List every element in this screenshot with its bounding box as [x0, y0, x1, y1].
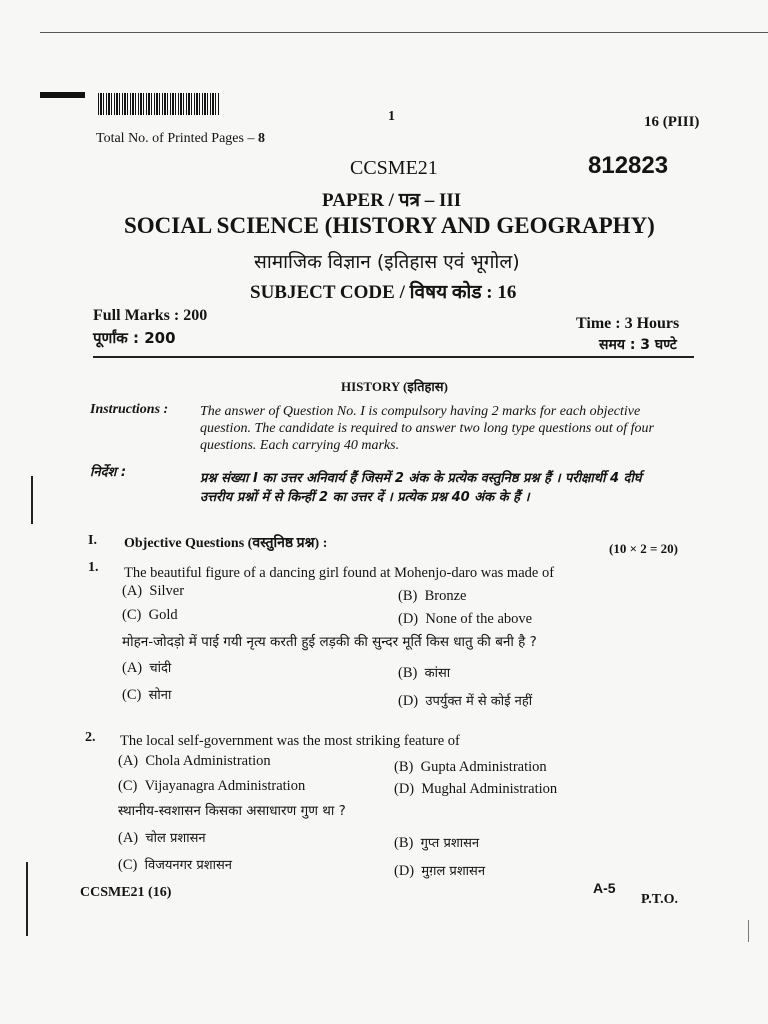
time-hi: समय : 3 घण्टे: [599, 337, 677, 353]
option-d: [394, 781, 557, 798]
option-label: (C): [122, 687, 142, 703]
margin-mark: [31, 476, 33, 524]
option-label: (D): [398, 693, 419, 709]
full-marks-en: Full Marks : 200: [93, 307, 208, 324]
total-pages: [96, 131, 265, 147]
option-text: चांदी: [149, 661, 172, 676]
option-label: (D): [394, 863, 415, 879]
section-title: HISTORY (इतिहास): [341, 379, 448, 394]
subject-code: SUBJECT CODE / विषय कोड : 16: [250, 282, 517, 303]
option-text: कांसा: [424, 666, 451, 681]
serial-number: 812823: [588, 152, 669, 179]
option-b-hindi: [394, 833, 479, 852]
option-label: (D): [394, 781, 415, 797]
option-a: [122, 583, 184, 600]
total-pages-label: Total No. of Printed Pages –: [96, 131, 255, 146]
page-number: 1: [388, 109, 395, 124]
question-text-hindi: मोहन-जोदड़ो में पाई गयी नृत्य करती हुई लड़की की सुन्दर मूर्ति किस धातु की बनी है ?: [122, 634, 537, 650]
question-number: 2.: [85, 730, 96, 745]
option-label: (C): [118, 857, 138, 873]
header-divider: [93, 356, 694, 358]
option-text: Chola Administration: [145, 753, 271, 769]
option-c-hindi: [118, 855, 232, 874]
option-text: मुग़ल प्रशासन: [421, 864, 486, 879]
option-text: Vijayanagra Administration: [144, 778, 306, 794]
option-c: [118, 778, 305, 795]
option-a-hindi: [122, 658, 171, 677]
subject-hindi: सामाजिक विज्ञान (इतिहास एवं भूगोल): [254, 251, 520, 273]
option-text: Gupta Administration: [420, 759, 547, 775]
part-marks: (10 × 2 = 20): [609, 541, 678, 556]
question-number: 1.: [88, 560, 99, 575]
option-text: Gold: [148, 607, 178, 623]
option-label: (B): [394, 835, 414, 851]
option-label: (B): [394, 759, 414, 775]
option-label: (A): [118, 830, 139, 846]
option-d-hindi: [394, 861, 485, 880]
option-label: (A): [122, 660, 143, 676]
course-code: CCSME21: [350, 157, 438, 179]
question-text-hindi: स्थानीय-स्वशासन किसका असाधारण गुण था ?: [118, 803, 346, 819]
nirdesh-text: प्रश्न संख्या I का उत्तर अनिवार्य हैं जिसमें 2 अंक के प्रत्येक वस्तुनिष्ठ प्रश्न हैं । परीक्षार्थी 4 दीर्घ उत्तरीय प्रश्नों में से किन्हीं 2 का उत्तर दें । प्रत्येक प्रश्न 40 अंक के हैं ।: [200, 471, 642, 505]
time-en: Time : 3 Hours: [576, 315, 680, 332]
footer-set: A-5: [593, 880, 616, 896]
option-a-hindi: [118, 828, 206, 847]
option-label: (C): [118, 778, 138, 794]
top-rule: [40, 32, 768, 33]
part-number: I.: [88, 533, 97, 548]
option-b: [398, 588, 466, 605]
option-b-hindi: [398, 663, 450, 682]
total-pages-value: 8: [257, 131, 265, 146]
option-label: (B): [398, 665, 418, 681]
option-text: Silver: [149, 583, 185, 599]
footer-code: CCSME21 (16): [80, 885, 172, 900]
question-text: The beautiful figure of a dancing girl found at Mohenjo-daro was made of: [124, 565, 555, 581]
subject-english: SOCIAL SCIENCE (HISTORY AND GEOGRAPHY): [124, 213, 655, 238]
nirdesh-label: निर्देश :: [90, 465, 127, 480]
instructions-text: The answer of Question No. I is compulsory having 2 marks for each objective question. The candidate is required to answer two long type questions out of four questions. Each carrying 40 marks.: [200, 404, 654, 453]
margin-mark: [26, 862, 28, 936]
instructions-label: Instructions :: [90, 402, 169, 417]
option-text: गुप्त प्रशासन: [420, 836, 480, 851]
paper-title: PAPER / पत्र – III: [322, 190, 462, 211]
option-text: विजयनगर प्रशासन: [144, 858, 232, 873]
option-a: [118, 753, 271, 770]
barcode: [98, 93, 220, 115]
option-label: (B): [398, 588, 418, 604]
paper-code-right: 16 (PIII): [644, 114, 700, 130]
full-marks-hi: पूर्णांक : 200: [93, 329, 176, 347]
option-text: None of the above: [425, 611, 533, 627]
option-text: उपर्युक्त में से कोई नहीं: [425, 694, 533, 709]
part-title: Objective Questions (वस्तुनिष्ठ प्रश्न) :: [124, 536, 328, 551]
edge-mark: [748, 920, 749, 942]
option-text: चोल प्रशासन: [145, 831, 206, 846]
option-label: (D): [398, 611, 419, 627]
footer-pto: P.T.O.: [641, 892, 678, 907]
black-mark: [40, 92, 85, 98]
option-label: (A): [118, 753, 139, 769]
option-d: [398, 611, 532, 628]
option-text: Bronze: [424, 588, 467, 604]
option-label: (C): [122, 607, 142, 623]
option-text: सोना: [148, 688, 172, 703]
option-label: (A): [122, 583, 143, 599]
option-b: [394, 759, 547, 776]
option-c-hindi: [122, 685, 171, 704]
question-text: The local self-government was the most striking feature of: [120, 733, 460, 749]
option-text: Mughal Administration: [421, 781, 558, 797]
option-c: [122, 607, 178, 624]
option-d-hindi: [398, 691, 532, 710]
